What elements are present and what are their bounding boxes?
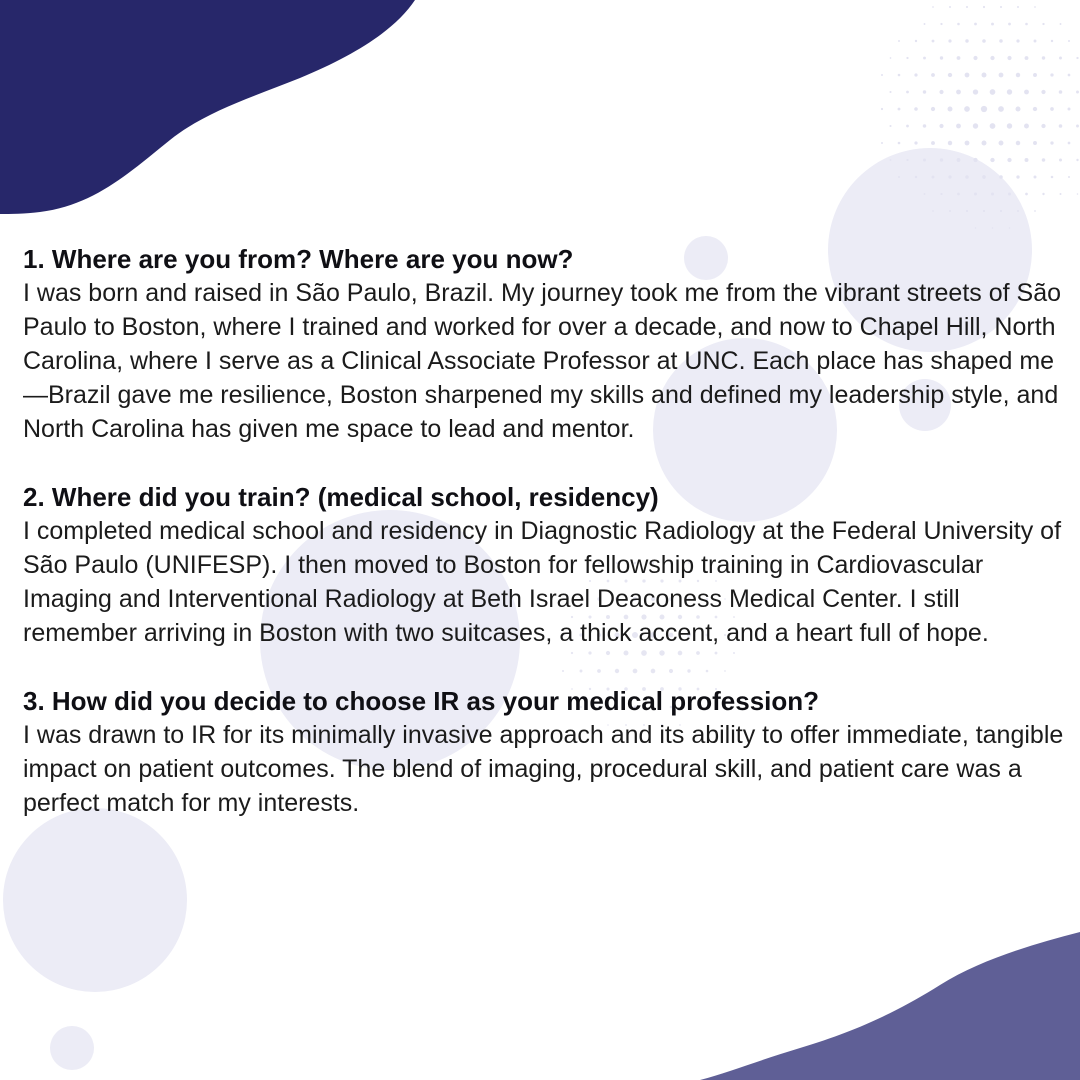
top-left-blob (0, 0, 415, 214)
decor-dot (990, 89, 996, 95)
decor-dot (923, 159, 926, 162)
decor-dot (1042, 193, 1044, 195)
decor-dot (923, 90, 926, 93)
decor-dot (1034, 210, 1036, 212)
decor-dot (1016, 73, 1020, 77)
decor-dot (1068, 108, 1071, 111)
decor-dot (1024, 90, 1029, 95)
question-heading: 2. Where did you train? (medical school, residency) (23, 482, 659, 512)
decor-dot (931, 73, 935, 77)
decor-dot (923, 57, 926, 60)
decor-dot (940, 56, 943, 59)
decor-dot (1050, 73, 1053, 76)
answer-text: I was drawn to IR for its minimally invasive approach and its ability to offer immediate, tangible impact on patient outcomes. The blend of imaging, procedural skill, and patient care was a perfect match for my interests. (23, 721, 1064, 817)
decor-dot (1041, 124, 1045, 128)
decor-dot (932, 40, 935, 43)
decor-dot (898, 40, 900, 42)
decor-dot (1015, 106, 1020, 111)
decor-dot (1016, 141, 1020, 145)
decor-dot (890, 159, 892, 161)
decor-dot (1059, 57, 1062, 60)
decor-dot (957, 56, 961, 60)
decor-dot (1000, 210, 1002, 212)
decor-dot (956, 124, 961, 129)
decor-dot (1059, 124, 1063, 128)
decor-dot (932, 176, 935, 179)
decor-dot (973, 123, 978, 128)
decor-dot (923, 124, 926, 127)
decor-dot (983, 210, 985, 212)
decor-dot (939, 124, 943, 128)
decor-dot (1076, 159, 1078, 161)
decor-dot (982, 175, 986, 179)
decor-dot (1042, 56, 1045, 59)
decor-dot (990, 123, 996, 129)
decor-dot (998, 106, 1004, 112)
decor-dot (1059, 159, 1062, 162)
decor-dot (881, 142, 883, 144)
decor-dot (931, 141, 935, 145)
decor-dot (948, 141, 952, 145)
decor-dot (1007, 123, 1012, 128)
decor-dot (906, 57, 908, 59)
decor-dot (914, 73, 917, 76)
decor-dot (931, 107, 935, 111)
decor-dot (1017, 6, 1019, 8)
decor-dot (940, 193, 942, 195)
decor-dot (1060, 193, 1062, 195)
decor-dot (965, 141, 970, 146)
decor-dot (1007, 158, 1011, 162)
decor-dot (949, 6, 951, 8)
decor-dot (981, 140, 986, 145)
decor-dot (889, 91, 891, 93)
decor-dot (1016, 175, 1019, 178)
decor-dot (914, 107, 918, 111)
decor-dot (1051, 176, 1054, 179)
decor-dot (898, 176, 900, 178)
decor-dot (948, 107, 953, 112)
question-heading: 3. How did you decide to choose IR as your medical profession? (23, 686, 820, 716)
decor-dot (1017, 210, 1019, 212)
decor-dot (981, 106, 987, 112)
decor-dot (924, 23, 926, 25)
decor-dot (999, 175, 1003, 179)
decor-dot (999, 141, 1004, 146)
qa-section (23, 684, 1078, 820)
answer-text: I completed medical school and residency in Diagnostic Radiology at the Federal University of São Paulo (UNIFESP). I then moved to Boston for fellowship training in Cardiovascular Imaging and Interventional Radiology at Beth Israel Deaconess Medical Center. I still remember arriving in Boston with two suitcases, a thick accent, and a heart full of hope. (23, 517, 1062, 647)
decor-dot (965, 175, 969, 179)
decor-dot (1016, 39, 1019, 42)
decor-dot (939, 90, 943, 94)
bottom-right-blob (700, 932, 1080, 1080)
decor-dot (999, 73, 1004, 78)
qa-content (23, 242, 1078, 854)
light-circle (50, 1026, 94, 1070)
decor-dot (1009, 227, 1011, 229)
decor-dot (1025, 193, 1028, 196)
decor-dot (999, 39, 1002, 42)
qa-section (23, 242, 1078, 446)
decor-dot (949, 210, 951, 212)
decor-dot (990, 56, 994, 60)
decor-dot (966, 6, 968, 8)
decor-dot (1007, 89, 1012, 94)
decor-dot (1034, 40, 1037, 43)
qa-section (23, 480, 1078, 650)
question-heading: 1. Where are you from? Where are you now? (23, 244, 574, 274)
decor-dot (915, 40, 917, 42)
decor-dot (889, 125, 891, 127)
decor-dot (957, 158, 961, 162)
decor-dot (881, 74, 883, 76)
decor-dot (932, 210, 934, 212)
decor-dot (1068, 142, 1071, 145)
decor-dot (973, 158, 977, 162)
decor-dot (991, 23, 994, 26)
decor-dot (1008, 23, 1011, 26)
decor-dot (973, 89, 978, 94)
decor-dot (990, 158, 994, 162)
decor-dot (1025, 158, 1029, 162)
decor-dot (1050, 107, 1054, 111)
decor-dot (1076, 125, 1079, 128)
decor-dot (881, 108, 883, 110)
decor-dot (974, 23, 977, 26)
decor-dot (974, 193, 977, 196)
decor-dot (973, 56, 977, 60)
decor-dot (1025, 56, 1029, 60)
decor-dot (983, 6, 985, 8)
decor-dot (965, 39, 968, 42)
decor-dot (924, 193, 926, 195)
decor-dot (906, 125, 909, 128)
decor-dot (1076, 57, 1078, 59)
decor-dot (1059, 90, 1063, 94)
decor-dot (964, 106, 970, 112)
decor-dot (898, 142, 901, 145)
decor-dot (898, 74, 901, 77)
decor-dot (906, 159, 908, 161)
decor-dot (1034, 176, 1037, 179)
decor-dot (982, 73, 987, 78)
decor-dot (948, 73, 952, 77)
decor-dot (966, 210, 968, 212)
decor-dot (914, 141, 917, 144)
decor-dot (1060, 23, 1062, 25)
decor-dot (948, 39, 951, 42)
decor-dot (1068, 40, 1070, 42)
decor-dot (1068, 74, 1071, 77)
decor-dot (1033, 141, 1037, 145)
decor-dot (932, 6, 934, 8)
decor-dot (956, 90, 961, 95)
decor-dot (1076, 91, 1079, 94)
decor-dot (991, 193, 994, 196)
decor-dot (1034, 6, 1036, 8)
decor-dot (1024, 124, 1029, 129)
answer-text: I was born and raised in São Paulo, Brazil. My journey took me from the vibrant streets of São Paulo to Boston, where I trained and worked for over a decade, and now to Chapel Hill, North Carolina, where I serve as a Clinical Associate Professor at UNC. Each place has shaped me—Brazil gave me resilience, Boston sharpened my skills and defined my leadership style, and North Carolina has given me space to lead and mentor. (23, 279, 1062, 443)
decor-dot (1050, 141, 1053, 144)
decor-dot (890, 57, 892, 59)
decor-dot (1077, 193, 1079, 195)
decor-dot (1033, 73, 1037, 77)
decor-dot (1068, 176, 1070, 178)
decor-dot (1042, 158, 1045, 161)
decor-dot (1007, 56, 1011, 60)
decor-dot (1000, 6, 1002, 8)
decor-dot (957, 193, 960, 196)
decor-dot (1042, 23, 1044, 25)
decor-dot (992, 227, 994, 229)
decor-dot (898, 108, 901, 111)
decor-dot (915, 176, 917, 178)
decor-dot (1025, 23, 1028, 26)
decor-dot (982, 39, 986, 43)
decor-dot (1008, 193, 1011, 196)
decor-dot (1051, 40, 1053, 42)
decor-dot (957, 23, 960, 26)
decor-dot (1041, 90, 1045, 94)
decor-dot (965, 73, 970, 78)
decor-dot (948, 175, 951, 178)
decor-dot (1033, 107, 1037, 111)
decor-dot (906, 91, 909, 94)
decor-dot (940, 23, 942, 25)
decor-dot (940, 158, 943, 161)
decor-dot (975, 227, 977, 229)
